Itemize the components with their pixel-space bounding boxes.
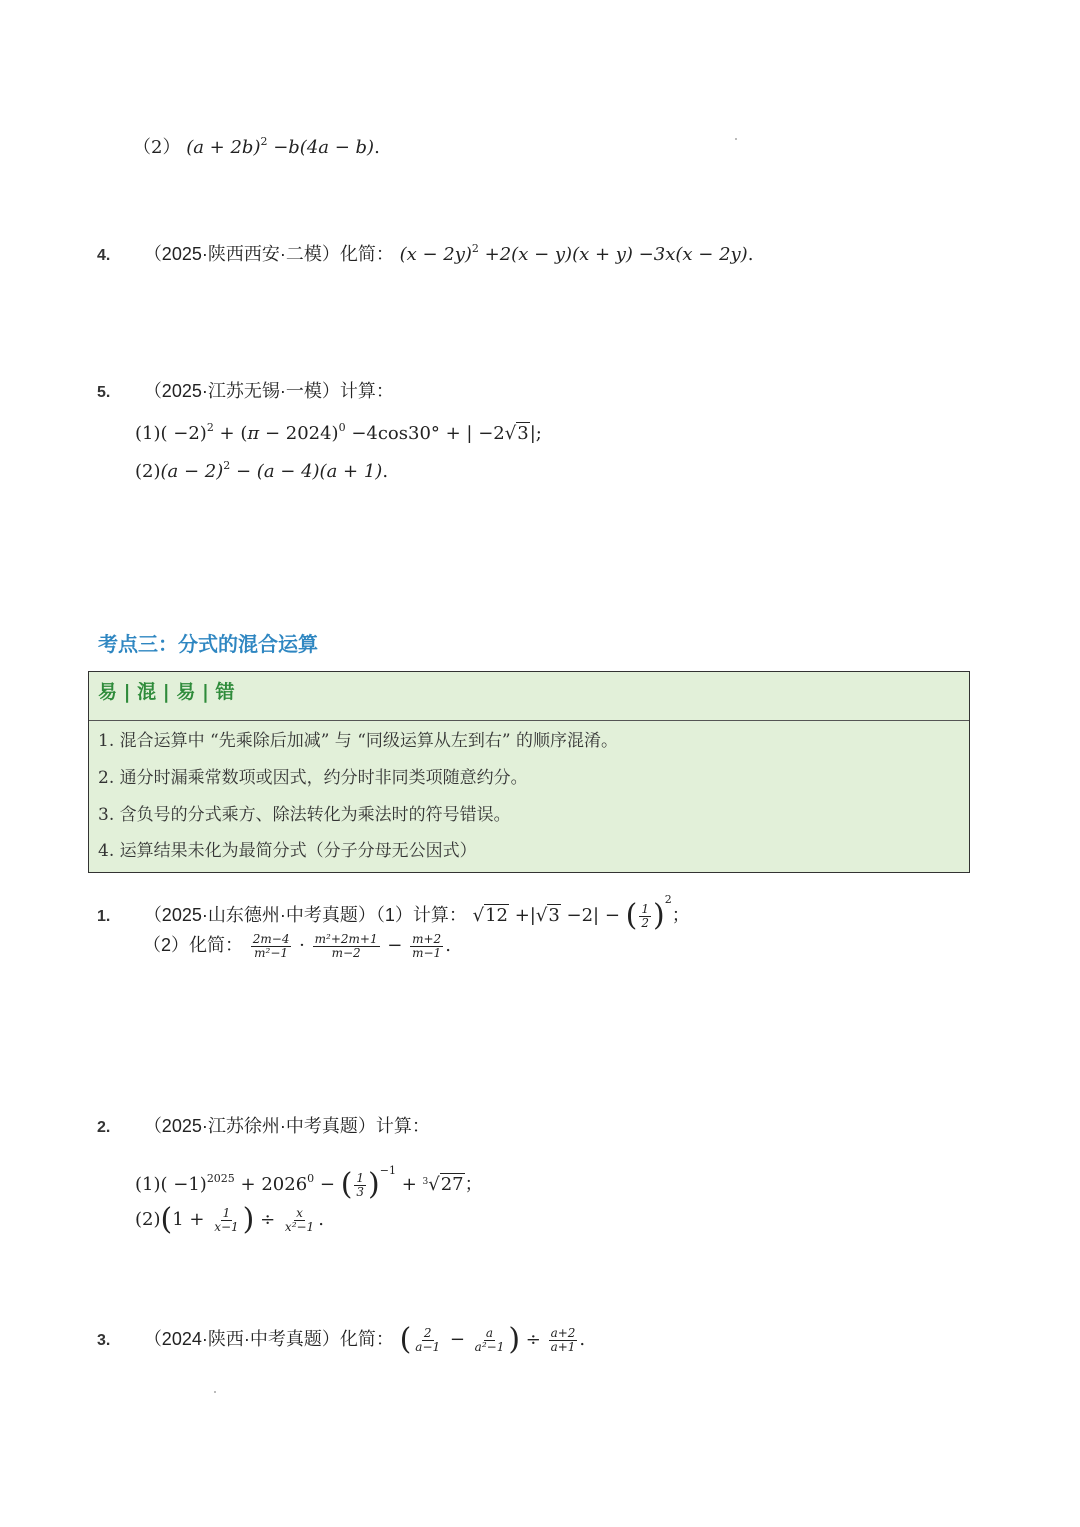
problem-5-part1 (135, 416, 542, 446)
expression: $\frac{2m-4}{\text{m²−1}}$ · $\frac{\text{m²+2m+1}}{m-2}$ − $\frac{m+2}{m-1}$ . (252, 931, 451, 960)
question-2 (97, 1114, 430, 1140)
part-label: （2） (133, 137, 181, 158)
expression: $(x - 2y)^2 +2(x - y)(x + y) -3x(x - 2y)$. (399, 242, 754, 265)
expression: ( $\frac{2}{a-1}$ − $\frac{a}{\text{a²−1}}$ ) ÷ $\frac{a+2}{a+1}$ . (399, 1322, 586, 1357)
problem-5 (97, 379, 394, 405)
part-label: (1) (135, 1174, 161, 1195)
problem-source: （2024·陕西·中考真题）化简： (143, 1329, 394, 1349)
part-label: (1) (135, 423, 161, 444)
mistake-item: 1. 混合运算中 “先乘除后加减” 与 “同级运算从左到右” 的顺序混淆。 (98, 731, 619, 751)
problem-source: （2025·陕西西安·二模）化简： (143, 244, 394, 264)
mistake-item: 3. 含负号的分式乘方、除法转化为乘法时的符号错误。 (98, 805, 511, 825)
problem-source: （2025·山东德州·中考真题）（1）计算： (143, 905, 467, 925)
section-title: 考点三：分式的混合运算 (98, 632, 318, 656)
part-label: (2) (135, 461, 161, 482)
mistake-item: 2. 通分时漏乘常数项或因式，约分时非同类项随意约分。 (98, 768, 528, 788)
problem-source: （2025·江苏徐州·中考真题）计算： (143, 1116, 430, 1136)
expression: (1 + $\frac{1}{x-1}$ ) ÷ $\frac{x}{\text{x²−1}}$ . (160, 1202, 324, 1237)
problem-number: 3. (97, 1332, 111, 1349)
expression: ( $-1)^{2025} + 2026^0$ − ( $\frac{1}{3}$ )$^{-1}$ + $^3$√27； (160, 1164, 483, 1202)
question-2-part2 (135, 1202, 324, 1242)
scan-speck (735, 138, 737, 140)
common-mistakes-box (88, 671, 970, 873)
part-label: (2) (135, 1209, 161, 1230)
problem-5-part2 (135, 454, 388, 484)
problem-number: 2. (97, 1119, 111, 1136)
mistake-item: 4. 运算结果未化为最简分式（分子分母无公因式） (98, 841, 477, 861)
question-1-part2 (143, 930, 451, 964)
question-2-part1 (135, 1153, 483, 1202)
problem-source: （2025·江苏无锡·一模）计算： (143, 381, 394, 401)
question-3 (97, 1321, 585, 1361)
scan-speck (214, 1391, 216, 1393)
part-label: （2）化简： (143, 935, 244, 955)
mistakes-header: 易 | 混 | 易 | 错 (89, 672, 969, 721)
expression: $(a - 2)^2 - (a - 4)(a + 1)$. (160, 459, 389, 482)
question-1 (97, 885, 690, 933)
expression: √12 +|√3 −2| − ( $\frac{1}{2}$ )$^2$； (472, 893, 690, 933)
problem-number: 1. (97, 908, 111, 925)
expression: $(a + 2b)^2 -b(4a - b)$. (186, 135, 380, 158)
problem-number: 4. (97, 247, 111, 264)
expression: ( $-2)^2 + (\pi - 2024)^0 -4\cos 30^\circ$ + | −2√3|; (160, 421, 542, 444)
prev-problem-part2 (133, 130, 380, 160)
problem-4 (97, 237, 753, 268)
problem-number: 5. (97, 384, 111, 401)
